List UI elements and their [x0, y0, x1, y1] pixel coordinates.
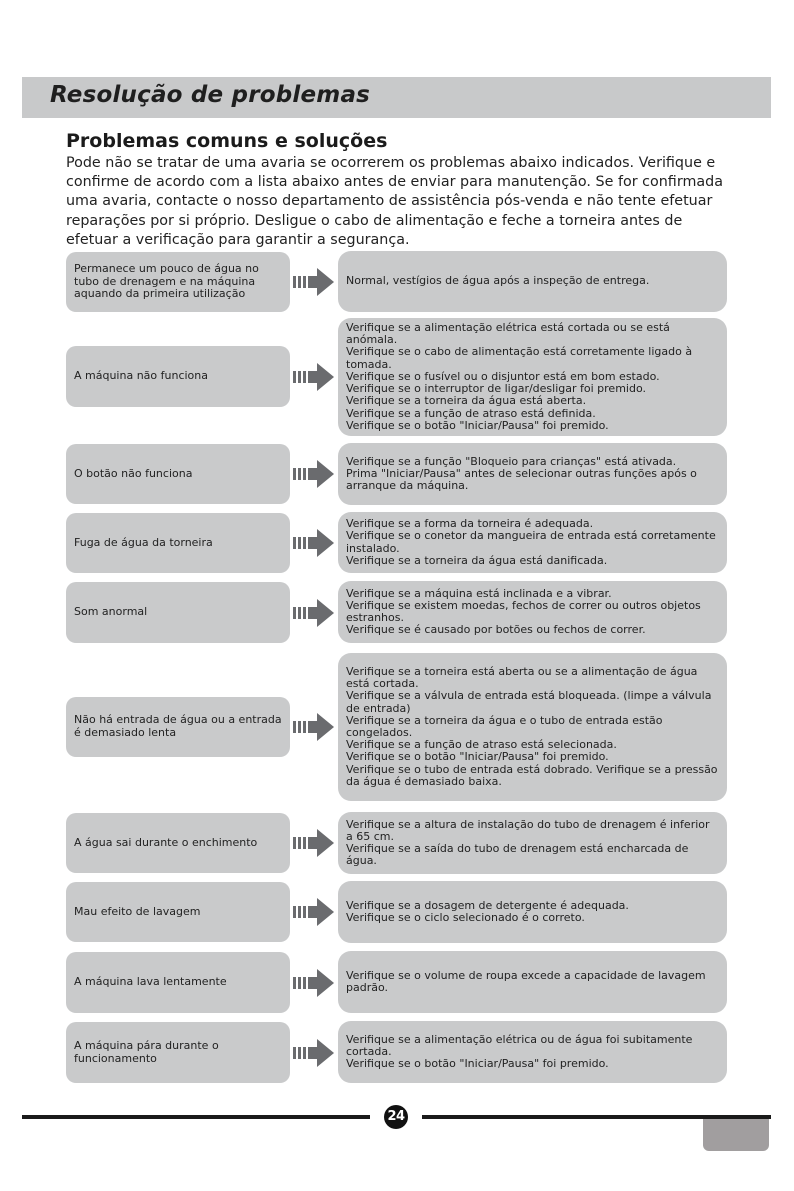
solution-cell	[338, 881, 727, 943]
solution-line: Verifique se o cabo de alimentação está corretamente ligado à tomada.	[346, 345, 693, 371]
solution-line: Verifique se o botão "Iniciar/Pausa" foi premido.	[346, 418, 609, 432]
intro-paragraph: Pode não se tratar de uma avaria se ocorrerem os problemas abaixo indicados. Verifique e confirme de acordo com a lista abaixo antes de enviar para manutenção. Se for confirmada uma avaria, contacte o nosso departamento de assistência pós-venda e não tente efetuar reparações por si próprio. Desligue o cabo de alimentação e feche a torneira antes de efetuar a verificação para garantir a segurança.	[66, 155, 723, 248]
right-arrow-icon	[293, 528, 335, 558]
chapter-tab	[703, 1119, 769, 1151]
solution-cell	[338, 951, 727, 1013]
right-arrow-icon	[293, 828, 335, 858]
problem-text: Som anormal	[74, 605, 148, 619]
solution-line: Verifique se a torneira da água e o tubo de entrada estão congelados.	[346, 713, 663, 739]
solution-line: Verifique se a torneira da água está aberta.	[346, 394, 587, 408]
solution-line: Verifique se o interruptor de ligar/desligar foi premido.	[346, 382, 646, 396]
solution-line: Verifique se a função de atraso está definida.	[346, 406, 596, 420]
solution-line: Verifique se o tubo de entrada está dobrado. Verifique se a pressão da água é demasiado baixa.	[346, 762, 718, 788]
solution-line: Verifique se a alimentação elétrica ou de água foi subitamente cortada.	[346, 1032, 693, 1058]
solution-line: Verifique se o fusível ou o disjuntor está em bom estado.	[346, 369, 660, 383]
page-number-badge: 24	[384, 1105, 408, 1129]
section-title: Problemas comuns e soluções	[66, 130, 388, 152]
right-arrow-icon	[293, 267, 335, 297]
solution-list	[346, 456, 719, 493]
solution-line: Verifique se existem moedas, fechos de correr ou outros objetos estranhos.	[346, 598, 701, 624]
problem-cell	[66, 346, 290, 407]
right-arrow-icon	[293, 459, 335, 489]
solution-cell	[338, 653, 727, 801]
solution-line: Verifique se o conetor da mangueira de entrada está corretamente instalado.	[346, 529, 716, 555]
solution-line: Normal, vestígios de água após a inspeção de entrega.	[346, 274, 650, 288]
problem-text: Mau efeito de lavagem	[74, 904, 201, 918]
solution-cell	[338, 318, 727, 436]
problem-cell	[66, 582, 290, 643]
problem-text: A máquina lava lentamente	[74, 975, 227, 989]
footer-divider-left	[22, 1115, 370, 1119]
problem-cell	[66, 1022, 290, 1083]
solution-list	[346, 900, 719, 924]
problem-cell	[66, 882, 290, 942]
problem-text: O botão não funciona	[74, 466, 193, 480]
problem-cell	[66, 513, 290, 573]
right-arrow-icon	[293, 1038, 335, 1068]
solution-line: Verifique se o botão "Iniciar/Pausa" foi premido.	[346, 1057, 609, 1071]
solution-list	[346, 970, 719, 994]
solution-line: Verifique se a válvula de entrada está bloqueada. (limpe a válvula de entrada)	[346, 689, 712, 715]
solution-cell	[338, 443, 727, 505]
solution-line: Verifique se o volume de roupa excede a capacidade de lavagem padrão.	[346, 968, 706, 994]
solution-cell	[338, 512, 727, 573]
problem-text: A máquina pára durante o funcionamento	[74, 1038, 219, 1065]
right-arrow-icon	[293, 712, 335, 742]
solution-line: Verifique se a torneira da água está danificada.	[346, 553, 608, 567]
solution-line: Verifique se a torneira está aberta ou se a alimentação de água está cortada.	[346, 664, 698, 691]
solution-cell	[338, 251, 727, 312]
solution-line: Verifique se a função "Bloqueio para crianças" está ativada.	[346, 454, 677, 468]
problem-text: A máquina não funciona	[74, 369, 208, 383]
solution-list	[346, 275, 719, 287]
solution-line: Verifique se a saída do tubo de drenagem está encharcada de água.	[346, 842, 689, 868]
solution-list	[346, 666, 719, 788]
solution-cell	[338, 581, 727, 643]
solution-cell	[338, 1021, 727, 1083]
right-arrow-icon	[293, 598, 335, 628]
problem-cell	[66, 252, 290, 312]
problem-cell	[66, 444, 290, 504]
solution-line: Verifique se a alimentação elétrica está cortada ou se está anómala.	[346, 321, 670, 347]
solution-line: Verifique se o ciclo selecionado é o correto.	[346, 911, 585, 924]
problem-text: A água sai durante o enchimento	[74, 835, 258, 849]
right-arrow-icon	[293, 897, 335, 927]
solution-line: Verifique se a dosagem de detergente é adequada.	[346, 898, 629, 912]
header-band	[22, 77, 771, 118]
solution-line: Verifique se o botão "Iniciar/Pausa" foi premido.	[346, 750, 609, 764]
solution-list	[346, 588, 719, 637]
solution-list	[346, 518, 719, 567]
solution-line: Verifique se é causado por botões ou fechos de correr.	[346, 623, 646, 637]
problem-cell	[66, 952, 290, 1013]
solution-line: Prima "Iniciar/Pausa" antes de selecionar outras funções após o arranque da máquina.	[346, 466, 697, 493]
problem-text: Permanece um pouco de água no tubo de drenagem e na máquina aquando da primeira utilização	[74, 262, 259, 301]
solution-list	[346, 819, 719, 868]
solution-line: Verifique se a forma da torneira é adequada.	[346, 517, 594, 531]
solution-line: Verifique se a altura de instalação do tubo de drenagem é inferior a 65 cm.	[346, 817, 710, 843]
page-title: Resolução de problemas	[50, 82, 371, 108]
right-arrow-icon	[293, 968, 335, 998]
solution-list	[346, 322, 719, 432]
problem-cell	[66, 813, 290, 873]
problem-text: Não há entrada de água ou a entrada é demasiado lenta	[74, 713, 282, 739]
problem-text: Fuga de água da torneira	[74, 535, 213, 549]
problem-cell	[66, 697, 290, 757]
solution-line: Verifique se a máquina está inclinada e a vibrar.	[346, 586, 612, 600]
solution-list	[346, 1034, 719, 1071]
right-arrow-icon	[293, 362, 335, 392]
solution-cell	[338, 812, 727, 874]
solution-line: Verifique se a função de atraso está selecionada.	[346, 738, 617, 752]
